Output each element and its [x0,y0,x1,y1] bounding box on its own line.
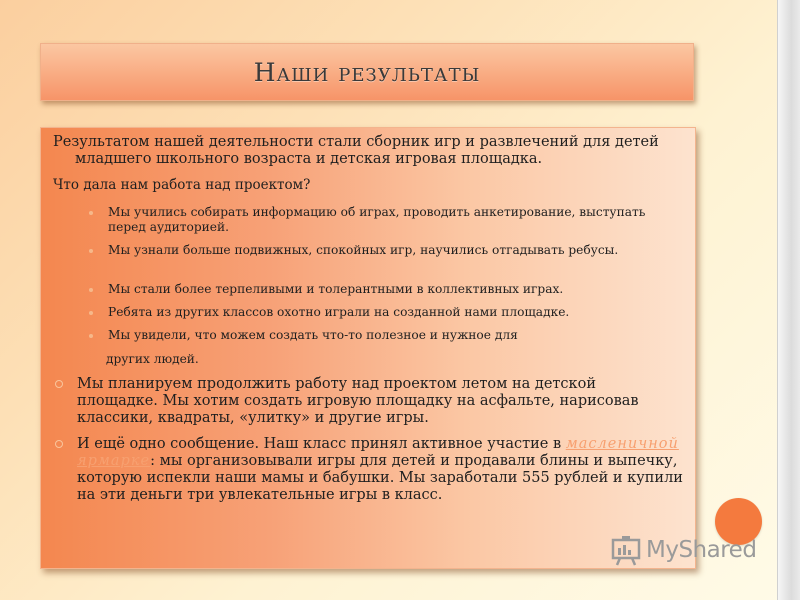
bullet-dot-icon [89,334,93,338]
bullet-ring-icon [55,440,63,448]
bullet-dot-icon [89,311,93,315]
list-item: Мы стали более терпеливыми и толерантными в коллективных играх. [108,282,668,297]
title-banner [40,43,694,101]
plan-paragraph: Мы планируем продолжить работу над проектом летом на детской площадке. Мы хотим создать игровую площадку на асфальте, нарисовав классики, квадраты, «улитку» и другие игры. [77,376,677,427]
slide-edge-stripe [777,0,800,600]
bullet-continuation: других людей. [106,352,199,366]
bullet-dot-icon [89,211,93,215]
slide-title: Наши результаты [253,57,481,87]
news-paragraph: И ещё одно сообщение. Наш класс принял активное участие в масленичной ярмарке: мы организовывали игры для детей и продавали блины и выпечку, которую испекли наши мамы и бабушки. Мы заработали 555 рублей и купили на эти деньги три увлекательные игры в класс. [77,436,687,504]
bullet-ring-icon [55,380,63,388]
question-line: Что дала нам работа над проектом? [53,177,311,193]
list-item: Мы учились собирать информацию об играх, проводить анкетирование, выступать перед аудиторией. [108,205,668,235]
bullet-dot-icon [89,288,93,292]
list-item: Мы увидели, что можем создать что-то полезное и нужное для [108,328,668,343]
bullet-dot-icon [89,249,93,253]
content-panel [40,127,696,569]
presentation-board-icon [610,534,642,566]
watermark-text: MyShared [646,537,757,563]
fair-link[interactable]: масленичной ярмарке [77,436,679,469]
watermark-logo [610,534,756,566]
list-item: Ребята из других классов охотно играли на созданной нами площадке. [108,305,668,320]
intro-paragraph: Результатом нашей деятельности стали сборник игр и развлечений для детей младшего школьного возраста и детская игровая площадка. [53,134,659,167]
list-item: Мы узнали больше подвижных, спокойных игр, научились отгадывать ребусы. [108,243,668,258]
